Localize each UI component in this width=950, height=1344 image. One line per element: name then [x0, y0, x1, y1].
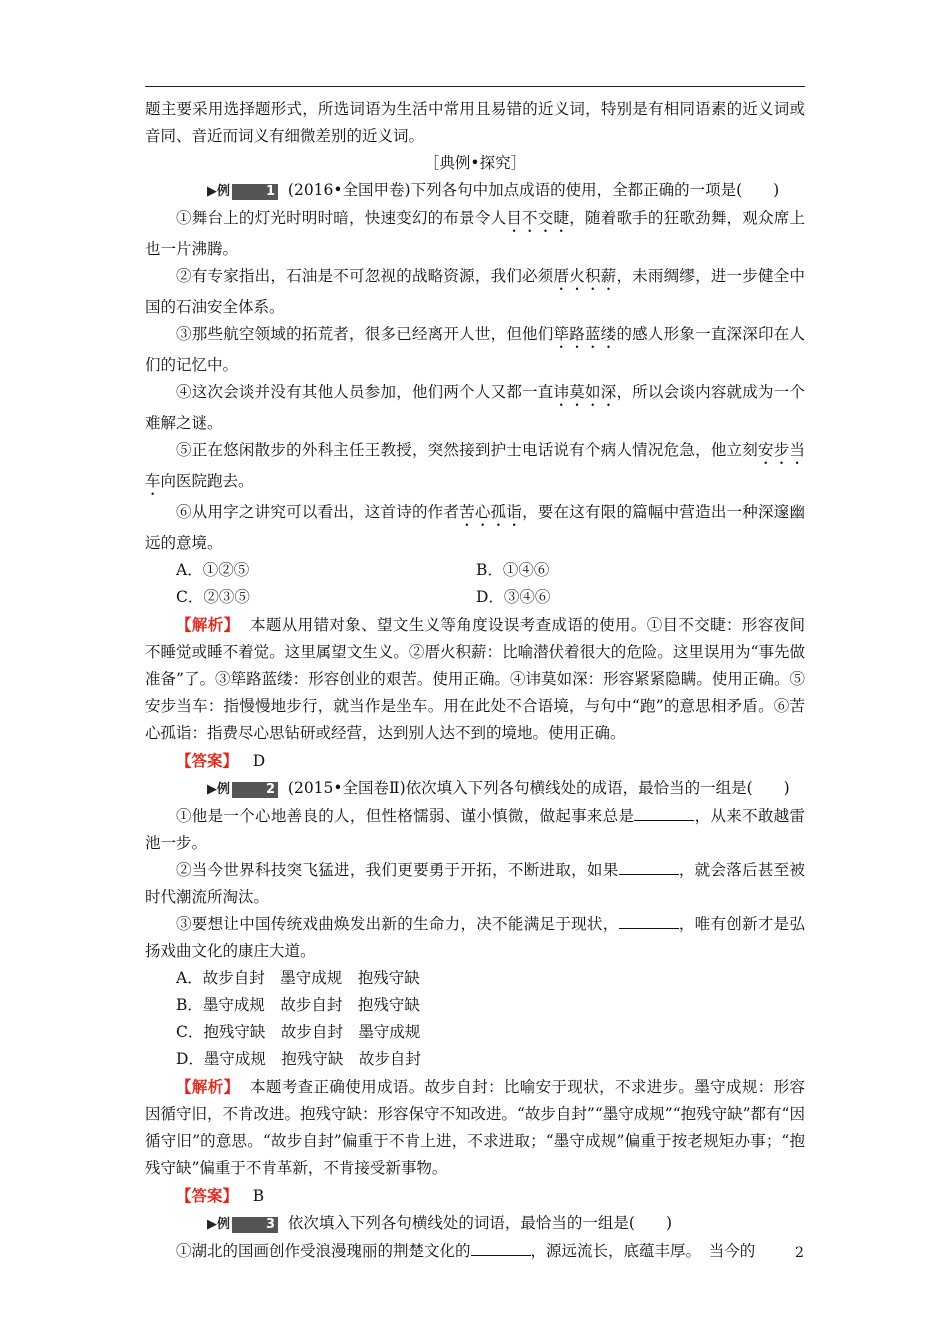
sentence-text: ⑤正在悠闲散步的外科主任王教授，突然接到护士电话说有个病人情况危急，他立刻	[176, 441, 759, 459]
options-row-1	[145, 557, 805, 584]
sentence-text: ③那些航空领域的拓荒者，很多已经离开人世，但他们	[176, 325, 554, 343]
sentence-4	[145, 379, 805, 437]
sentence-2	[145, 263, 805, 321]
sentence-text: ，就会落后甚至被时代潮流所淘汰。	[145, 861, 805, 906]
example-label: ▶例	[207, 782, 230, 797]
answer-value: D	[252, 752, 266, 770]
question-stem: 依次填入下列各句横线处的词语，最恰当的一组是( )	[287, 1214, 673, 1232]
question-stem: (2015•全国卷Ⅱ)依次填入下列各句横线处的成语，最恰当的一组是( )	[287, 779, 790, 797]
example-2-tag	[176, 776, 278, 803]
sentence-text: ，要在这有限的篇幅中营造出一种深邃幽远的意境。	[145, 503, 805, 552]
answer-label: 【答案】	[176, 751, 239, 770]
page-number: 2	[795, 1245, 804, 1261]
example-number: 2	[232, 782, 278, 798]
example-label: ▶例	[207, 1217, 230, 1232]
sentence-1	[145, 1238, 805, 1265]
option-a[interactable]: A．①②⑤	[176, 561, 250, 579]
sentence-text: ②有专家指出，石油是不可忽视的战略资源，我们必须	[176, 267, 554, 285]
sentence-text: 向医院跑去。	[160, 472, 254, 490]
dotted-idiom: 目不交睫	[506, 209, 570, 227]
sentence-1	[145, 803, 805, 857]
question-stem: (2016•全国甲卷)下列各句中加点成语的使用，全都正确的一项是( )	[287, 181, 780, 199]
sentence-text: ，源远流长，底蕴丰厚。 当今的	[530, 1242, 756, 1260]
option-c[interactable]: C．抱残守缺 故步自封 墨守成规	[176, 1023, 421, 1041]
analysis-label: 【解析】	[176, 1077, 240, 1096]
sentence-text: 的感人形象一直深深印在人们的记忆中。	[145, 325, 805, 374]
dotted-idiom: 讳莫如深	[553, 383, 617, 401]
sentence-6	[145, 499, 805, 557]
analysis-label: 【解析】	[176, 615, 240, 634]
example-number: 3	[232, 1217, 278, 1233]
sentence-text: ②当今世界科技突飞猛进，我们更要勇于开拓，不断进取，如果	[176, 861, 619, 879]
analysis-text: 本题考查正确使用成语。故步自封：比喻安于现状，不求进步。墨守成规：形容因循守旧，不肯改进。抱残守缺：形容保守不知改进。“故步自封”“墨守成规”“抱残守缺”都有“因循守旧”的意思。“故步自封”偏重于不肯上进，不求进取；“墨守成规”偏重于按老规矩办事；“抱残守缺”偏重于不肯革新，不肯接受新事物。	[145, 1078, 805, 1177]
sentence-text: ，所以会谈内容就成为一个难解之谜。	[145, 383, 805, 432]
intro-paragraph: 题主要采用选择题形式，所选词语为生活中常用且易错的近义词，特别是有相同语素的近义词或音同、音近而词义有细微差别的近义词。	[145, 100, 805, 145]
dotted-idiom: 厝火积薪	[553, 267, 617, 285]
sentence-3	[145, 321, 805, 379]
answer-value: B	[252, 1187, 265, 1205]
example-number: 1	[232, 184, 278, 200]
sentence-1	[145, 205, 805, 263]
sentence-5	[145, 437, 805, 499]
example-3-tag	[176, 1211, 278, 1238]
example-1-tag	[176, 178, 278, 205]
option-b[interactable]: B．墨守成规 故步自封 抱残守缺	[176, 996, 420, 1014]
option-d[interactable]: D．③④⑥	[476, 588, 551, 606]
sentence-text: ，唯有创新才是弘扬戏曲文化的康庄大道。	[145, 915, 805, 960]
dotted-idiom: 苦心孤诣	[459, 503, 523, 521]
header-rule	[145, 86, 805, 87]
sentence-text: ⑥从用字之讲究可以看出，这首诗的作者	[176, 503, 460, 521]
answer-1	[145, 747, 805, 775]
example-3-stem	[145, 1210, 805, 1238]
analysis-1	[145, 611, 805, 747]
sentence-text: ③要想让中国传统戏曲焕发出新的生命力，决不能满足于现状，	[176, 915, 619, 933]
document-body	[145, 96, 805, 1265]
sentence-text: ，从来不敢越雷池一步。	[145, 807, 805, 852]
fill-blank	[619, 914, 679, 929]
analysis-text: 本题从用错对象、望文生义等角度设误考查成语的使用。①目不交睫：形容夜间不睡觉或睡不着觉。这里属望文生义。②厝火积薪：比喻潜伏着很大的危险。这里误用为“事先做准备”了。③筚路蓝缕：形容创业的艰苦。使用正确。④讳莫如深：形容紧紧隐瞒。使用正确。⑤安步当车：指慢慢地步行，就当作是坐车。用在此处不合语境，与句中“跑”的意思相矛盾。⑥苦心孤诣：指费尽心思钻研或经营，达到别人达不到的境地。使用正确。	[145, 616, 805, 742]
answer-label: 【答案】	[176, 1186, 239, 1205]
fill-blank	[634, 806, 694, 821]
answer-2	[145, 1182, 805, 1210]
sentence-3	[145, 911, 805, 965]
option-a[interactable]: A．故步自封 墨守成规 抱残守缺	[176, 969, 420, 987]
sentence-2	[145, 857, 805, 911]
dotted-idiom: 筚路蓝缕	[553, 325, 617, 343]
option-d[interactable]: D．墨守成规 抱残守缺 故步自封	[176, 1050, 421, 1068]
example-2-stem	[145, 775, 805, 803]
dotted-idiom: 安步当车	[145, 441, 805, 490]
fill-blank	[619, 860, 679, 875]
option-b[interactable]: B．①④⑥	[476, 561, 550, 579]
option-c[interactable]: C．②③⑤	[176, 588, 250, 606]
options-row-2	[145, 584, 805, 611]
section-title: ［典例•探究］	[423, 154, 527, 172]
sentence-text: ①湖北的国画创作受浪漫瑰丽的荆楚文化的	[176, 1242, 471, 1260]
sentence-text: ，未雨绸缪，进一步健全中国的石油安全体系。	[145, 267, 805, 316]
example-1-stem	[145, 177, 805, 205]
sentence-text: ，随着歌手的狂歌劲舞，观众席上也一片沸腾。	[145, 209, 805, 258]
analysis-2	[145, 1073, 805, 1182]
example-label: ▶例	[207, 184, 230, 199]
sentence-text: ④这次会谈并没有其他人员参加，他们两个人又都一直	[176, 383, 554, 401]
fill-blank	[471, 1241, 531, 1256]
sentence-text: ①他是一个心地善良的人，但性格懦弱、谨小慎微，做起事来总是	[176, 807, 635, 825]
sentence-text: ①舞台上的灯光时明时暗，快速变幻的布景令人	[176, 209, 507, 227]
